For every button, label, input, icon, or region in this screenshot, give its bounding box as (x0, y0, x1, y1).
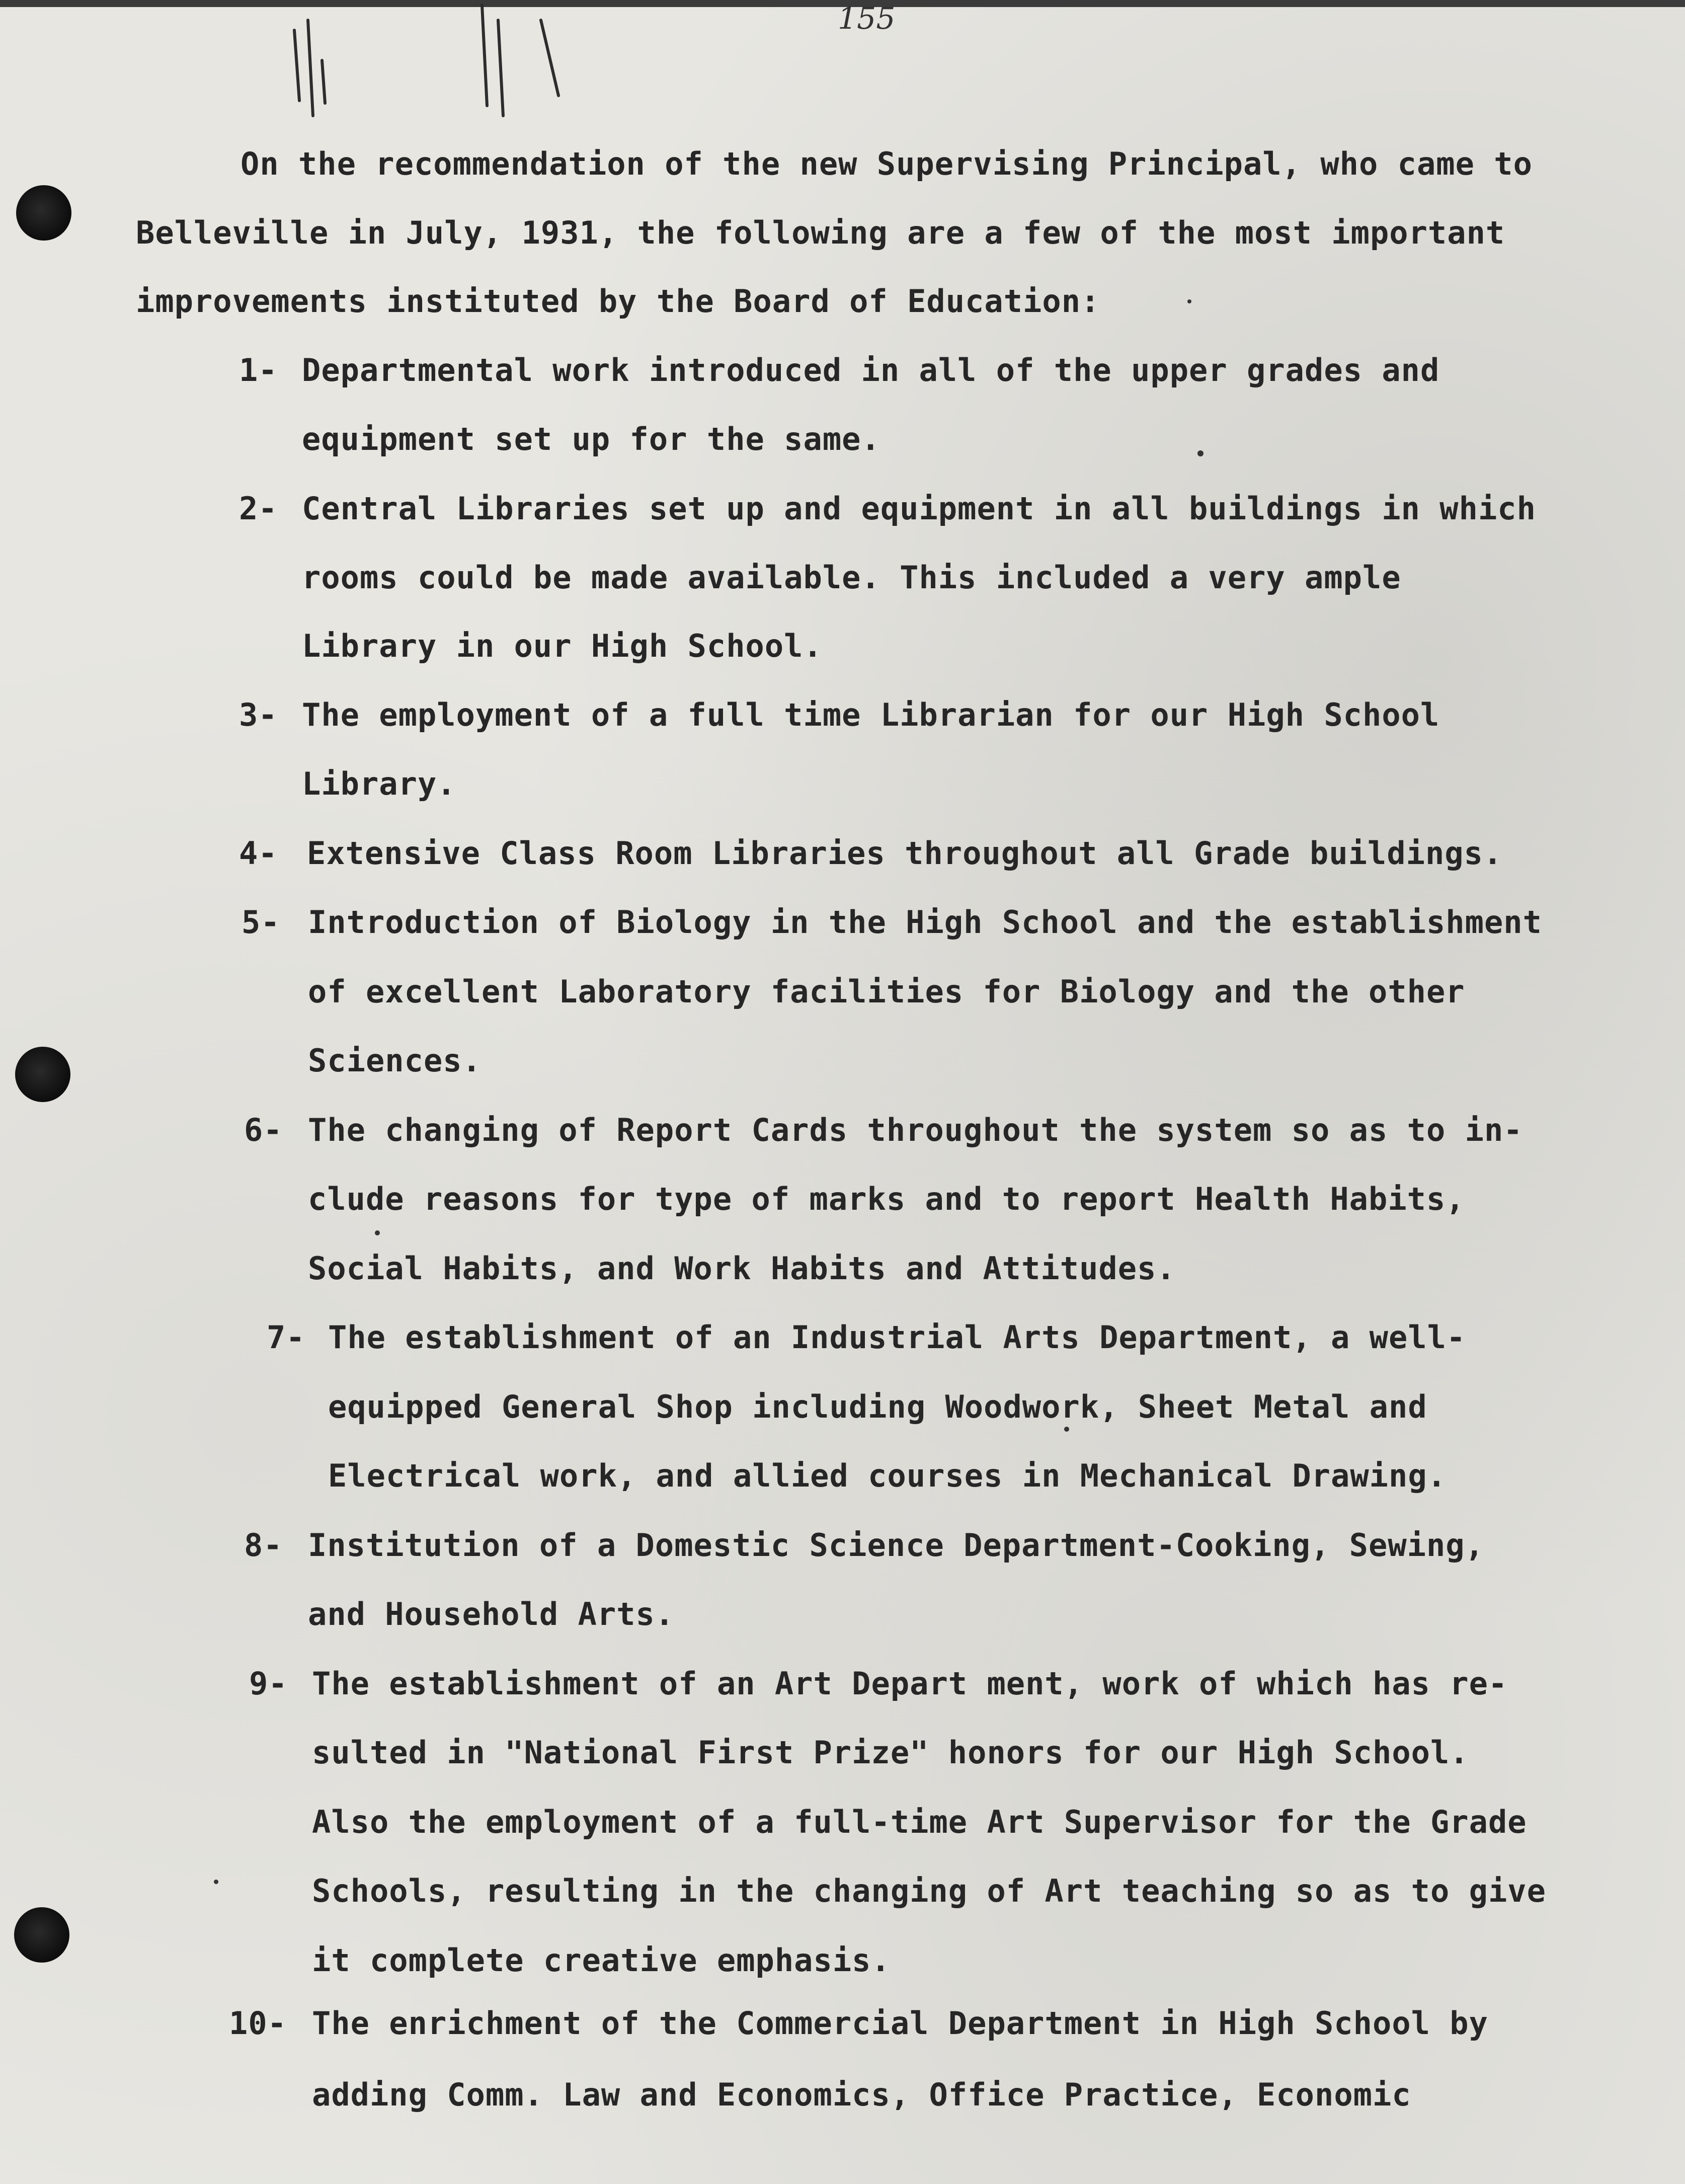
item-line: The establishment of an Industrial Arts Department, a well- (328, 1319, 1466, 1356)
item-line: The enrichment of the Commercial Department in High School by (312, 2005, 1488, 2042)
item-line: Library in our High School. (302, 628, 823, 664)
photocopy-speck (1197, 450, 1203, 456)
item-line: Sciences. (308, 1042, 482, 1079)
item-line: The changing of Report Cards throughout the system so as to in- (308, 1112, 1523, 1148)
item-line: Schools, resulting in the changing of Art teaching so as to give (312, 1873, 1546, 1909)
item-line: The establishment of an Art Depart ment, work of which has re- (312, 1665, 1508, 1702)
item-line: Electrical work, and allied courses in Mechanical Drawing. (328, 1457, 1447, 1494)
item-line: clude reasons for type of marks and to report Health Habits, (308, 1181, 1465, 1217)
item-line: of excellent Laboratory facilities for Biology and the other (308, 973, 1465, 1010)
item-number: 10- (229, 2005, 287, 2042)
item-line: adding Comm. Law and Economics, Office Practice, Economic (312, 2076, 1411, 2113)
item-number: 7- (267, 1319, 305, 1356)
item-number: 5- (242, 904, 280, 941)
item-line: Library. (302, 765, 456, 802)
item-line: The employment of a full time Librarian for our High School (302, 696, 1440, 733)
item-line: Institution of a Domestic Science Department-Cooking, Sewing, (308, 1527, 1484, 1564)
item-line: and Household Arts. (308, 1596, 675, 1632)
photocopy-speck (1187, 299, 1191, 303)
item-line: Central Libraries set up and equipment in all buildings in which (302, 490, 1536, 527)
item-number: 3- (239, 696, 278, 733)
item-line: Introduction of Biology in the High School and the establishment (308, 904, 1542, 941)
item-line: Also the employment of a full-time Art Supervisor for the Grade (312, 1804, 1527, 1840)
item-line: it complete creative emphasis. (312, 1942, 891, 1979)
photocopy-speck (1064, 1427, 1069, 1432)
photocopy-speck (214, 1880, 218, 1884)
handwritten-page-number: 155 (838, 1, 896, 36)
item-number: 2- (239, 490, 278, 527)
intro-line-2: Belleville in July, 1931, the following are a few of the most important (136, 214, 1505, 251)
item-number: 1- (239, 352, 278, 388)
item-line: Extensive Class Room Libraries throughout all Grade buildings. (307, 835, 1503, 872)
item-number: 4- (239, 835, 278, 872)
item-line: rooms could be made available. This included a very ample (302, 559, 1401, 596)
item-line: Social Habits, and Work Habits and Attitudes. (308, 1250, 1176, 1287)
intro-line-3: improvements instituted by the Board of Education: (136, 283, 1100, 320)
item-number: 8- (244, 1527, 283, 1564)
item-line: Departmental work introduced in all of the upper grades and (302, 352, 1440, 388)
photocopy-speck (375, 1230, 380, 1235)
item-line: equipment set up for the same. (302, 421, 880, 457)
intro-line-1: On the recommendation of the new Supervising Principal, who came to (240, 145, 1533, 182)
item-number: 6- (244, 1112, 283, 1148)
item-line: sulted in "National First Prize" honors for our High School. (312, 1734, 1469, 1771)
item-line: equipped General Shop including Woodwork, Sheet Metal and (328, 1388, 1427, 1425)
item-number: 9- (249, 1665, 288, 1702)
